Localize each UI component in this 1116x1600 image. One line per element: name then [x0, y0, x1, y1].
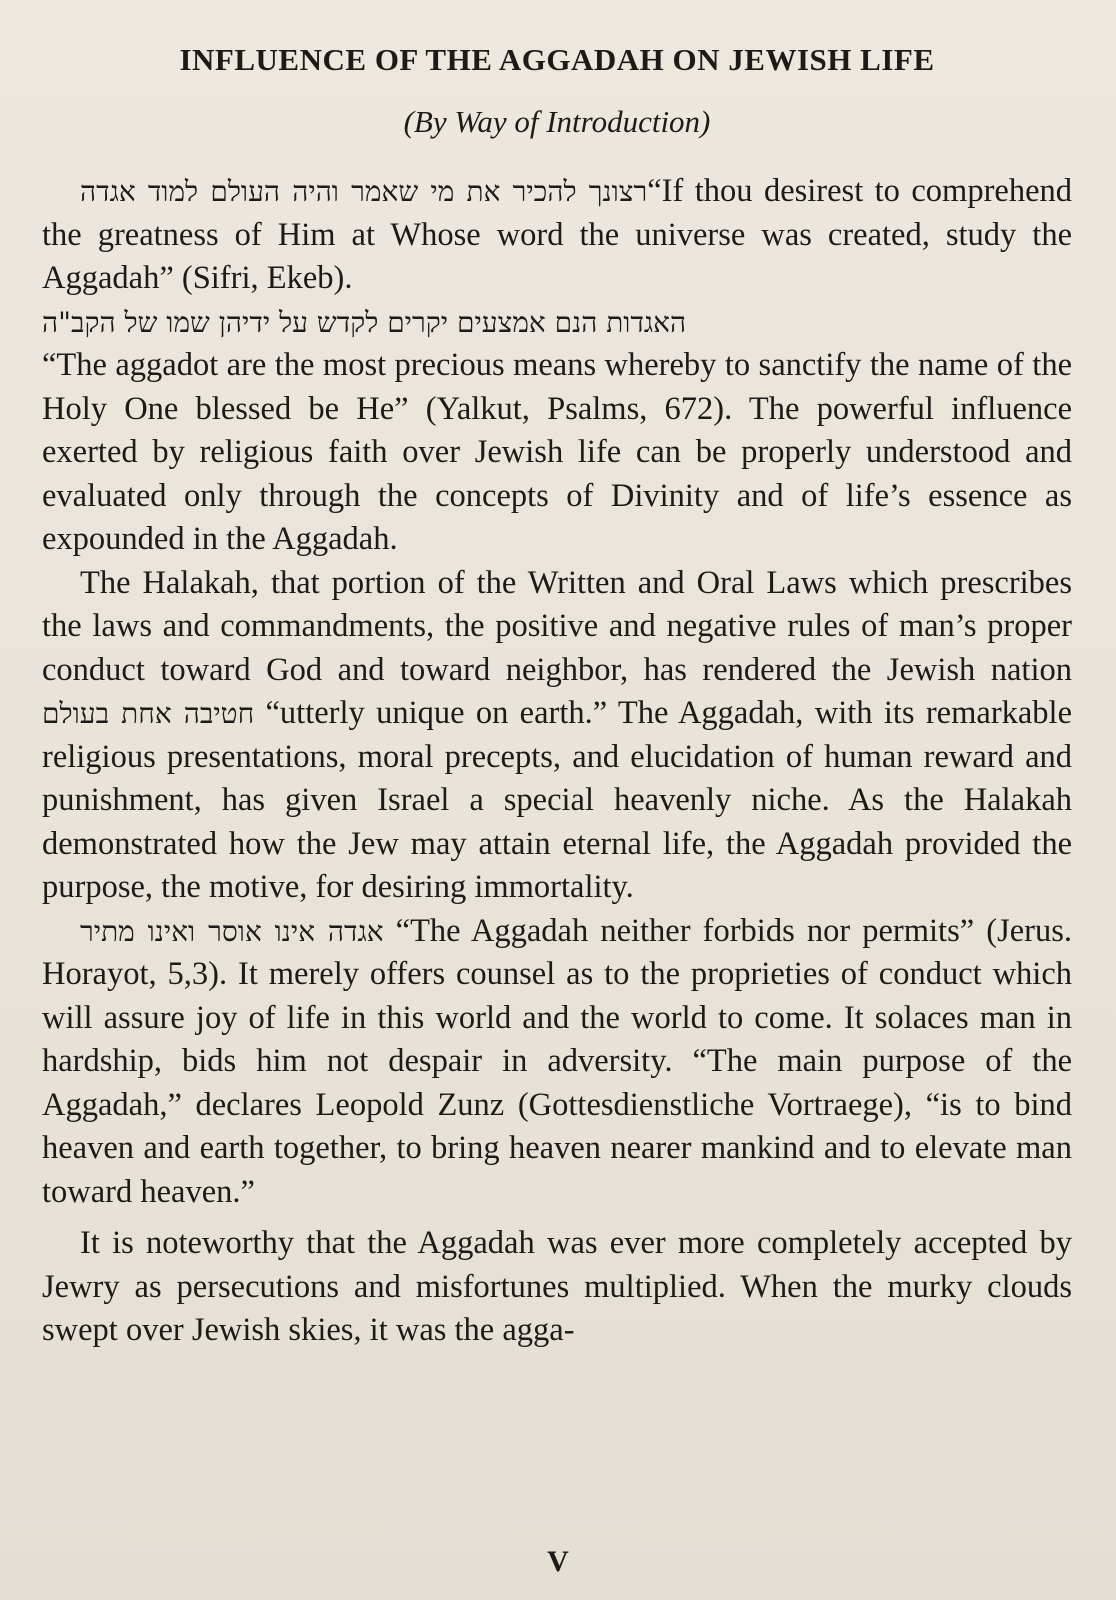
paragraph-yalkut-quote	[42, 301, 1072, 345]
hebrew-phrase: חטיבה אחת בעולם	[42, 697, 255, 730]
hebrew-quote: אגדה אינו אוסר ואינו מתיר	[80, 914, 384, 948]
page-number: V	[547, 1545, 569, 1578]
hebrew-quote: האגדות הנם אמצעים יקרים לקדש על ידיהן שמו של הקב"ה	[42, 305, 687, 339]
hebrew-quote: רצונך להכיר את מי שאמר והיה העולם למוד אגדה	[80, 175, 648, 208]
chapter-subtitle: (By Way of Introduction)	[403, 104, 711, 139]
paragraph-text: “If thou desirest to comprehend the greatness of Him at Whose word the universe was created, study the Aggadah” (Sifri, Ekeb).	[42, 173, 1072, 296]
paragraph-text-after: “utterly unique on earth.” The Aggadah, with its remarkable religious presentations, moral precepts, and elucidation of human reward and punishment, has given Israel a special heavenly niche. As the Halakah demonstrated how the Jew may attain eternal life, the Aggadah provided the purpose, the motive, for desiring immortality.	[42, 695, 1073, 905]
paragraph-horayot-quote	[42, 910, 1072, 1215]
paragraph-text: It is noteworthy that the Aggadah was ever more completely accepted by Jewry as persecutions and misfortunes multiplied. When the murky clouds swept over Jewish skies, it was the agga-	[42, 1225, 1072, 1348]
paragraph-halakah	[42, 562, 1072, 910]
paragraph-sifri-quote	[42, 170, 1072, 301]
paragraph-yalkut-text	[42, 344, 1072, 562]
paragraph-text: “The aggadot are the most precious means whereby to sanctify the name of the Holy One blessed be He” (Yalkut, Psalms, 672). The powerful influence exerted by religious faith over Jewish life can be properly understood and evaluated only through the concepts of Divinity and of life’s essence as expounded in the Aggadah.	[42, 347, 1072, 557]
body-text	[42, 170, 1072, 1353]
chapter-title: INFLUENCE OF THE AGGADAH ON JEWISH LIFE	[179, 42, 935, 77]
paragraph-text: “The Aggadah neither forbids nor permits” (Jerus. Horayot, 5,3). It merely offers counsel as to the proprieties of conduct which will assure joy of life in this world and the world to come. It solaces man in hardship, bids him not despair in adversity. “The main purpose of the Aggadah,” declares Leopold Zunz (Gottesdienstliche Vortraege), “is to bind heaven and earth together, to bring heaven nearer mankind and to elevate man toward heaven.”	[42, 912, 1072, 1210]
paragraph-persecutions	[42, 1222, 1072, 1353]
paragraph-text-before: The Halakah, that portion of the Written and Oral Laws which prescribes the laws and commandments, the positive and negative rules of man’s proper conduct toward God and toward neighbor, has rendered the Jewish nation	[42, 564, 1072, 688]
